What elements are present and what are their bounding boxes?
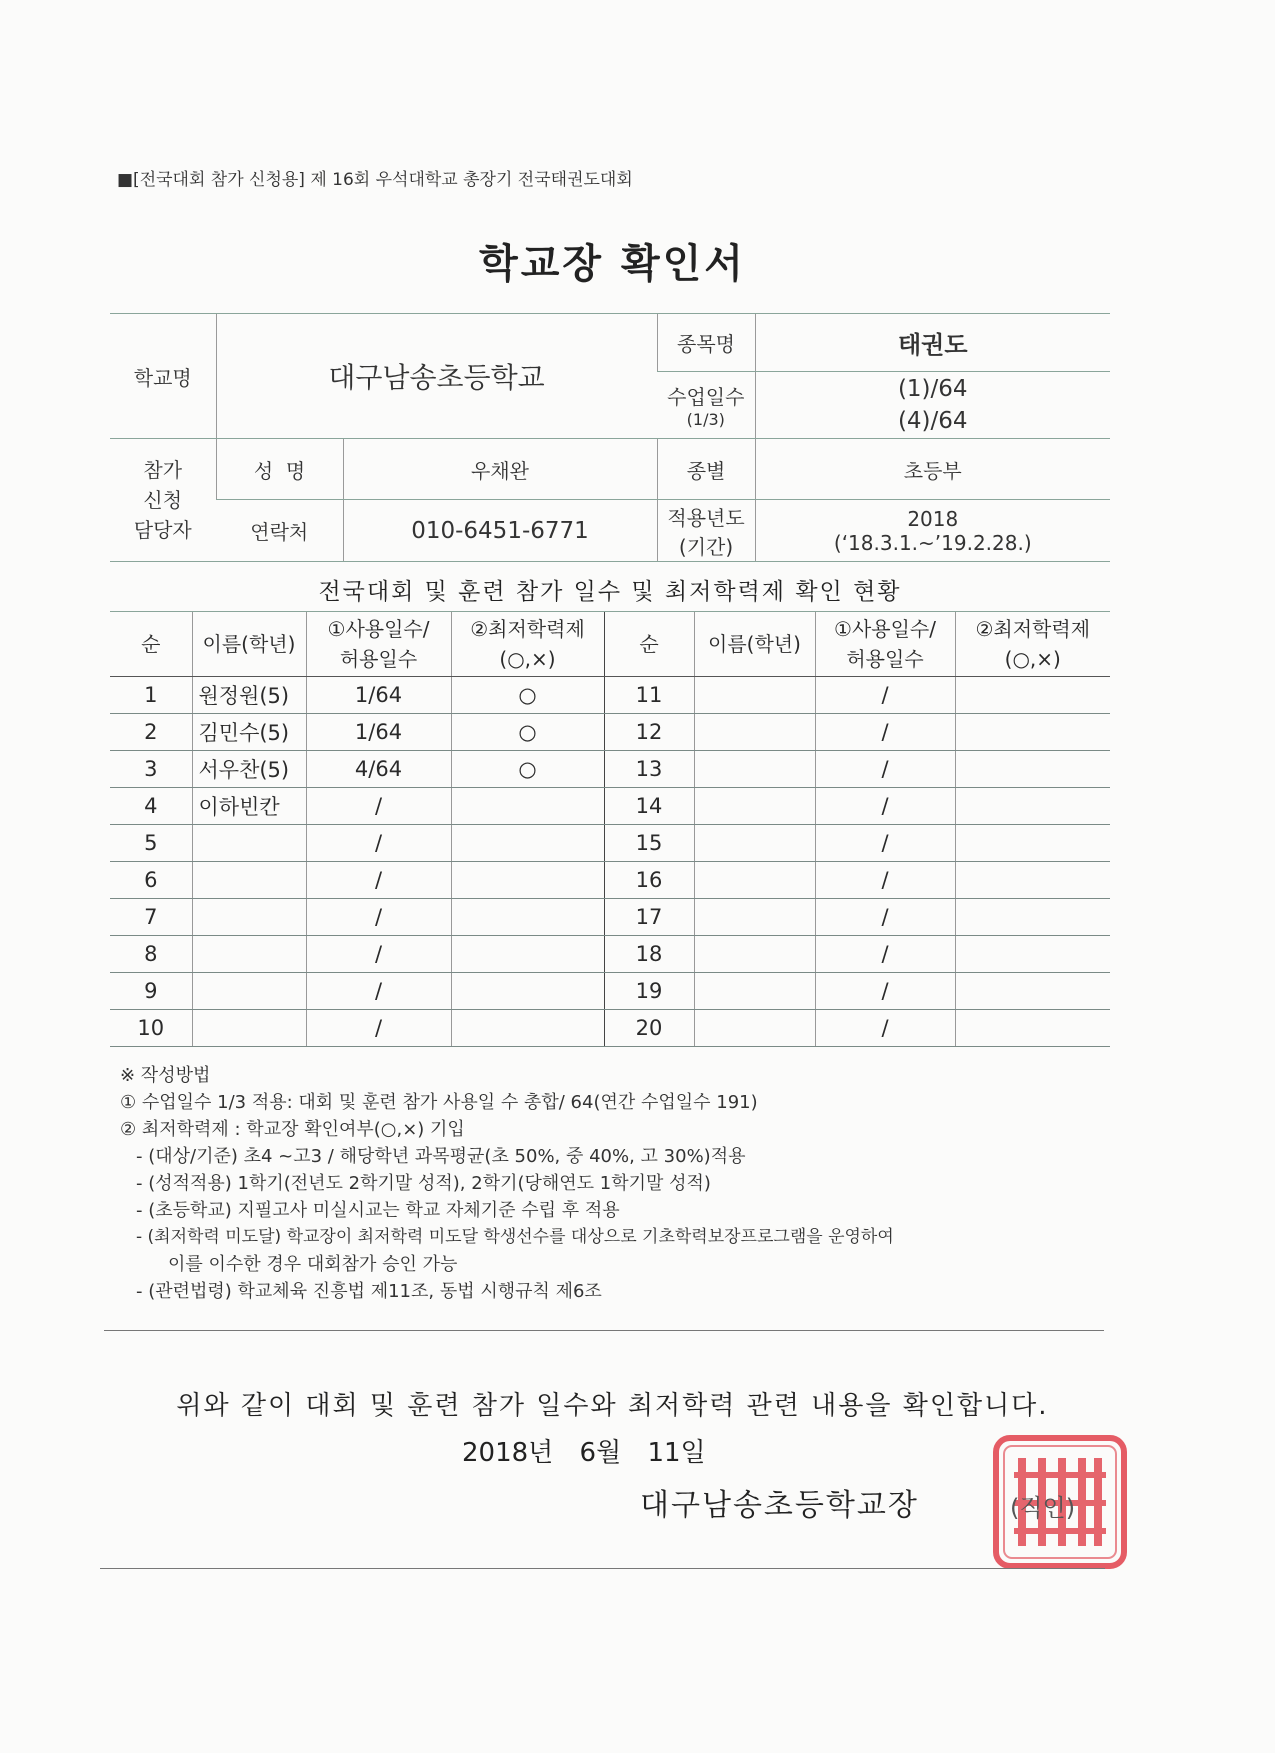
table-row <box>110 751 1110 788</box>
header-used <box>306 612 451 677</box>
student-name <box>694 899 815 936</box>
table-row <box>110 714 1110 751</box>
min-achievement <box>451 1010 604 1047</box>
note-sub-4-cont: 이를 이수한 경우 대회참가 승인 가능 <box>168 1254 458 1275</box>
table-row <box>110 899 1110 936</box>
document-title: 학교장 확인서 <box>479 241 746 287</box>
student-name <box>192 862 306 899</box>
header-min-1: ②최저학력제 <box>470 617 585 641</box>
event-value: 태권도 <box>755 314 1110 372</box>
header-min-1b: ②최저학력제 <box>975 617 1091 641</box>
used-days: / <box>815 714 955 751</box>
row-number: 10 <box>110 1010 192 1047</box>
row-number: 15 <box>604 825 694 862</box>
min-achievement <box>451 936 604 973</box>
student-name <box>694 714 815 751</box>
year-label: 적용년도 <box>667 505 745 530</box>
year-value: 2018 <box>907 506 959 531</box>
info-table <box>110 313 1110 562</box>
student-name <box>694 936 815 973</box>
row-number: 12 <box>604 714 694 751</box>
min-achievement <box>451 825 604 862</box>
used-days: / <box>306 862 451 899</box>
year-value-cell <box>755 500 1110 562</box>
student-name <box>694 825 815 862</box>
used-days: / <box>815 899 955 936</box>
applicant-label <box>110 439 216 562</box>
min-achievement: ○ <box>451 751 604 788</box>
min-achievement <box>955 788 1110 825</box>
year-sub: (기간) <box>678 534 734 559</box>
used-days: / <box>306 788 451 825</box>
min-achievement <box>955 1010 1110 1047</box>
min-achievement <box>955 714 1110 751</box>
table-row <box>110 788 1110 825</box>
min-achievement <box>955 825 1110 862</box>
header-used-2b: 허용일수 <box>846 647 924 671</box>
header-used-1: ①사용일수/ <box>327 617 430 641</box>
category-value: 초등부 <box>755 439 1110 500</box>
used-days: / <box>815 751 955 788</box>
student-name <box>694 788 815 825</box>
note-sub-4: - (최저학력 미도달) 학교장이 최저학력 미도달 학생선수를 대상으로 기초학력보장프로그램을 운영하여 <box>136 1227 894 1247</box>
used-days: / <box>306 1010 451 1047</box>
note-item-2: ② 최저학력제 : 학교장 확인여부(○,×) 기입 <box>120 1119 465 1140</box>
min-achievement: ○ <box>451 677 604 714</box>
min-achievement <box>955 936 1110 973</box>
row-number: 11 <box>604 677 694 714</box>
student-name <box>192 899 306 936</box>
header-min-2: (○,×) <box>499 647 556 671</box>
school-label: 학교명 <box>110 314 216 439</box>
student-name <box>694 1010 815 1047</box>
applicant-label-2: 신청 <box>143 488 183 512</box>
row-number: 20 <box>604 1010 694 1047</box>
student-name <box>694 677 815 714</box>
row-number: 9 <box>110 973 192 1010</box>
school-name: 대구남송초등학교 <box>216 314 657 439</box>
row-number: 2 <box>110 714 192 751</box>
used-days: 1/64 <box>306 714 451 751</box>
used-days: / <box>815 677 955 714</box>
note-sub-5: - (관련법령) 학교체육 진흥법 제11조, 동법 시행규칙 제6조 <box>136 1281 602 1302</box>
event-label: 종목명 <box>657 314 755 372</box>
header-used-1b: ①사용일수/ <box>834 617 936 641</box>
header-line: ■[전국대회 참가 신청용] 제 16회 우석대학교 총장기 전국태권도대회 <box>117 170 633 190</box>
header-name-2: 이름(학년) <box>694 612 815 677</box>
min-achievement <box>451 862 604 899</box>
days-values <box>755 372 1110 439</box>
note-sub-1: - (대상/기준) 초4 ~고3 / 해당학년 과목평균(초 50%, 중 40%, 고 30%)적용 <box>136 1146 746 1167</box>
header-min-2b: (○,×) <box>1004 647 1061 671</box>
used-days: 1/64 <box>306 677 451 714</box>
days-sub: (1/3) <box>686 410 725 429</box>
student-name <box>192 936 306 973</box>
table-body <box>110 677 1110 1047</box>
student-name: 이하빈칸 <box>192 788 306 825</box>
min-achievement <box>955 973 1110 1010</box>
student-name: 서우찬(5) <box>192 751 306 788</box>
principal-signature: 대구남송초등학교장 <box>640 1488 919 1523</box>
student-name <box>694 973 815 1010</box>
header-no-2: 순 <box>604 612 694 677</box>
used-days: / <box>815 1010 955 1047</box>
row-number: 3 <box>110 751 192 788</box>
header-no: 순 <box>110 612 192 677</box>
used-days: / <box>815 973 955 1010</box>
row-number: 1 <box>110 677 192 714</box>
table-header-row <box>110 612 1110 677</box>
row-number: 16 <box>604 862 694 899</box>
table-row <box>110 936 1110 973</box>
row-number: 13 <box>604 751 694 788</box>
used-days: 4/64 <box>306 751 451 788</box>
notes-title: ※ 작성방법 <box>120 1065 211 1086</box>
student-name: 김민수(5) <box>192 714 306 751</box>
row-number: 18 <box>604 936 694 973</box>
used-days: / <box>306 973 451 1010</box>
contact-label: 연락처 <box>216 500 343 562</box>
name-label: 성 명 <box>216 439 343 500</box>
note-item-1: ① 수업일수 1/3 적용: 대회 및 훈련 참가 사용일 수 총합/ 64(연간 수업일수 191) <box>120 1092 758 1113</box>
min-achievement: ○ <box>451 714 604 751</box>
confirmation-text: 위와 같이 대회 및 훈련 참가 일수와 최저학력 관련 내용을 확인합니다. <box>176 1391 1049 1421</box>
min-achievement <box>451 899 604 936</box>
used-days: / <box>306 825 451 862</box>
header-used-col-2 <box>815 612 955 677</box>
category-label: 종별 <box>657 439 755 500</box>
header-min-col-2 <box>955 612 1110 677</box>
note-sub-2: - (성적적용) 1학기(전년도 2학기말 성적), 2학기(당해연도 1학기말 성적) <box>136 1173 711 1194</box>
min-achievement <box>451 973 604 1010</box>
used-days: / <box>815 936 955 973</box>
applicant-label-3: 담당자 <box>133 518 192 542</box>
header-name: 이름(학년) <box>192 612 306 677</box>
year-label-cell <box>657 500 755 562</box>
note-sub-3: - (초등학교) 지필고사 미실시교는 학교 자체기준 수립 후 적용 <box>136 1200 620 1221</box>
table-row <box>110 973 1110 1010</box>
student-name <box>694 862 815 899</box>
header-min <box>451 612 604 677</box>
days-value-1: (1)/64 <box>897 376 968 402</box>
used-days: / <box>306 899 451 936</box>
row-number: 7 <box>110 899 192 936</box>
used-days: / <box>815 788 955 825</box>
student-name <box>192 973 306 1010</box>
student-name <box>694 751 815 788</box>
min-achievement <box>955 751 1110 788</box>
divider-bottom <box>100 1568 1105 1569</box>
used-days: / <box>306 936 451 973</box>
date-text: 2018년 6월 11일 <box>462 1438 706 1468</box>
instructions <box>120 1062 1120 1305</box>
student-name <box>192 825 306 862</box>
table-row <box>110 1010 1110 1047</box>
table-row <box>110 862 1110 899</box>
row-number: 17 <box>604 899 694 936</box>
days-label-cell <box>657 372 755 439</box>
header-used-2: 허용일수 <box>339 647 418 671</box>
days-value-2: (4)/64 <box>897 408 968 434</box>
contact-value: 010-6451-6771 <box>343 500 657 562</box>
student-name <box>192 1010 306 1047</box>
table-row <box>110 825 1110 862</box>
min-achievement <box>955 862 1110 899</box>
row-number: 8 <box>110 936 192 973</box>
days-label: 수업일수 <box>667 385 745 409</box>
min-achievement <box>955 899 1110 936</box>
row-number: 4 <box>110 788 192 825</box>
row-number: 14 <box>604 788 694 825</box>
row-number: 19 <box>604 973 694 1010</box>
min-achievement <box>955 677 1110 714</box>
applicant-label-1: 참가 <box>143 458 183 482</box>
year-period: (‘18.3.1.~’19.2.28.) <box>833 530 1032 555</box>
used-days: / <box>815 825 955 862</box>
divider-top <box>104 1330 1104 1331</box>
section-title: 전국대회 및 훈련 참가 일수 및 최저학력제 확인 현황 <box>318 579 902 605</box>
name-value: 우채완 <box>343 439 657 500</box>
student-name: 원정원(5) <box>192 677 306 714</box>
table-row <box>110 677 1110 714</box>
participant-table <box>110 611 1110 1047</box>
used-days: / <box>815 862 955 899</box>
min-achievement <box>451 788 604 825</box>
row-number: 5 <box>110 825 192 862</box>
row-number: 6 <box>110 862 192 899</box>
seal-label: (직인) <box>1010 1494 1076 1522</box>
